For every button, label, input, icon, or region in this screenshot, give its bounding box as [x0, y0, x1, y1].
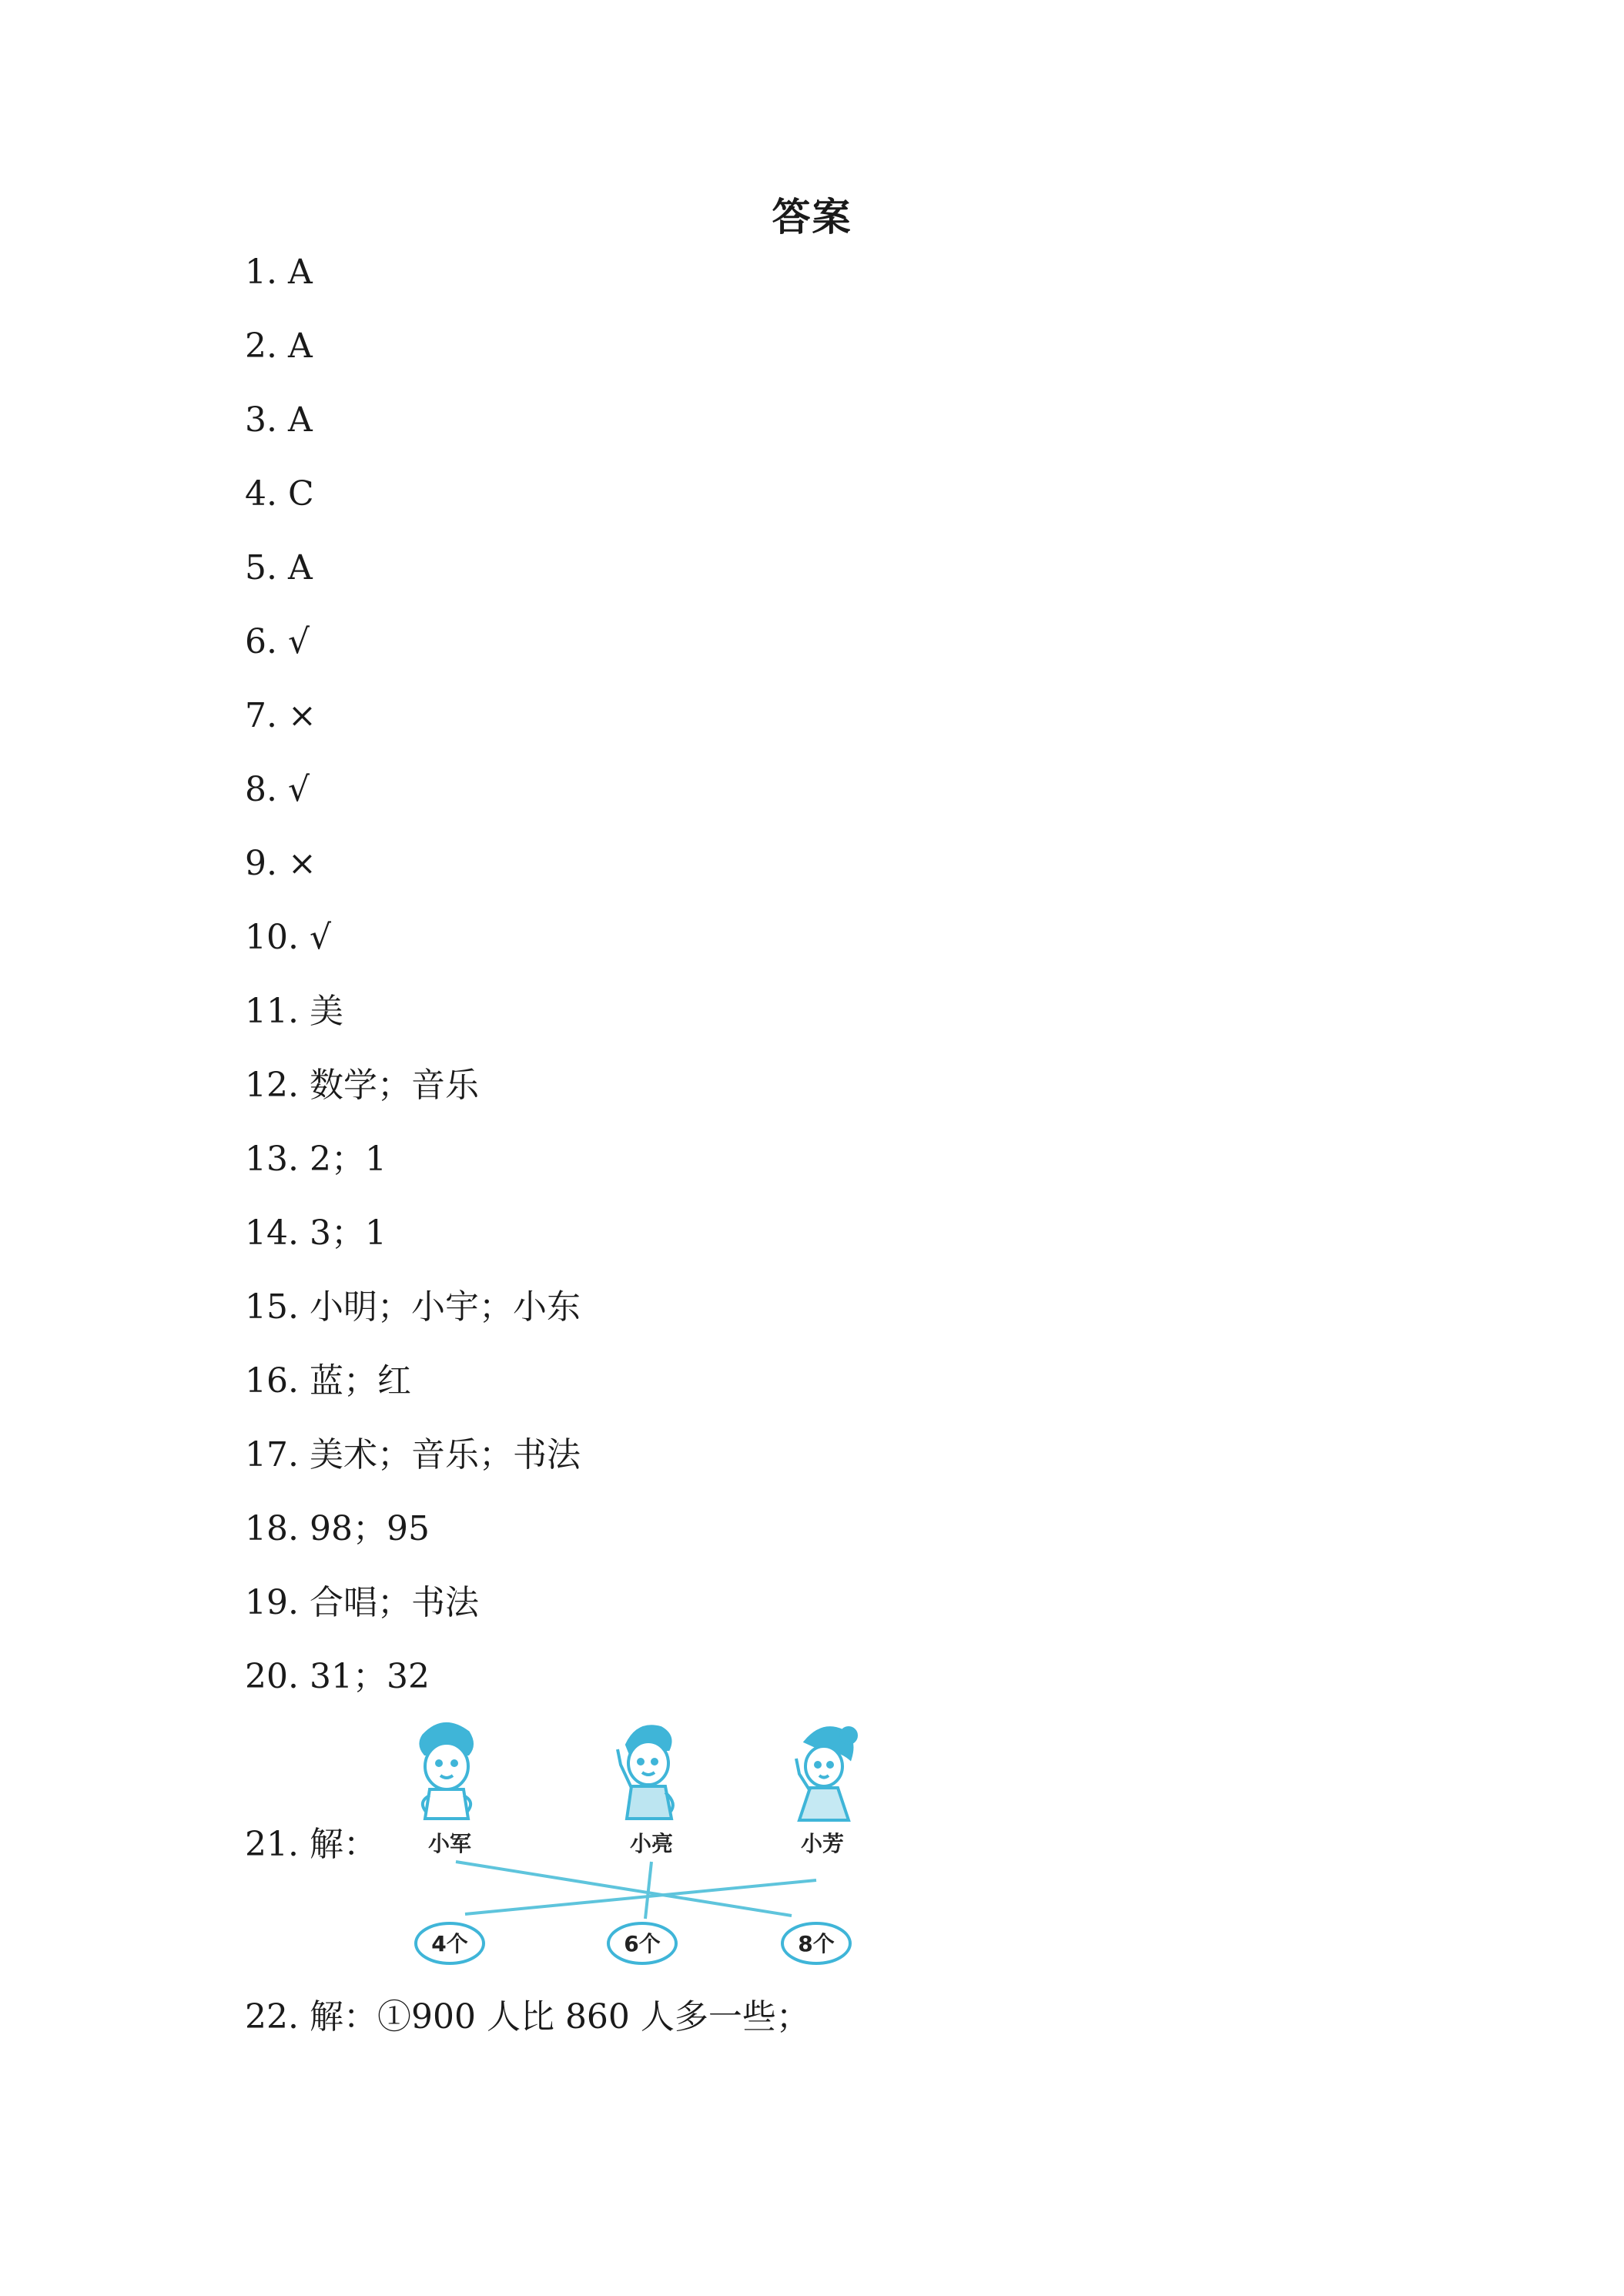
- answer-item: [245, 1286, 581, 1329]
- answer-text: 98；95: [309, 1509, 430, 1548]
- answer-number: 16.: [245, 1361, 299, 1401]
- answer-text: √: [309, 918, 332, 957]
- answer-text: ×: [287, 696, 316, 735]
- answer-number: 22.: [245, 1997, 299, 2037]
- answer-item: [245, 1434, 581, 1477]
- answer-item: [245, 1064, 479, 1107]
- answer-number: 15.: [245, 1287, 299, 1327]
- answer-number: 9.: [245, 844, 277, 883]
- answer-text: 31；32: [309, 1657, 430, 1696]
- match-line: [645, 1862, 651, 1919]
- answer-number: 21.: [245, 1825, 299, 1864]
- answer-text: 数学；音乐: [309, 1066, 479, 1105]
- answer-item: [245, 325, 313, 368]
- match-line: [465, 1880, 816, 1914]
- person-label: 小军: [427, 1831, 472, 1856]
- answer-item: [245, 990, 343, 1033]
- matching-figure-svg: [407, 1719, 884, 1980]
- person-label: 小芳: [800, 1831, 845, 1856]
- answer-item: [245, 1508, 430, 1551]
- girl-figure-xiaofang: [796, 1728, 856, 1820]
- answer-number: 12.: [245, 1066, 299, 1105]
- answer-item: [245, 1823, 377, 1866]
- answer-item: [245, 547, 313, 590]
- answer-item: [245, 621, 310, 664]
- answer-number: 14.: [245, 1213, 299, 1253]
- count-oval: [782, 1923, 850, 1963]
- answer-item: [245, 842, 316, 885]
- page-title: 答案: [772, 195, 852, 239]
- matching-figure: [407, 1719, 884, 1980]
- answer-text: ×: [287, 844, 316, 883]
- answer-text: 美: [309, 992, 343, 1031]
- answer-item: [245, 251, 313, 294]
- answer-text: 2；1: [309, 1140, 387, 1179]
- answer-text: 3；1: [309, 1213, 387, 1253]
- person-label: 小亮: [629, 1831, 674, 1856]
- answer-text: A: [287, 253, 313, 292]
- answer-item: [245, 694, 316, 738]
- answer-number: 3.: [245, 400, 277, 440]
- count-label: 6个: [624, 1931, 661, 1956]
- answer-number: 19.: [245, 1583, 299, 1622]
- count-label: 4个: [431, 1931, 468, 1956]
- answer-number: 1.: [245, 253, 277, 292]
- boy-figure-xiaojun: [420, 1724, 472, 1819]
- answer-text: A: [287, 548, 313, 587]
- answer-number: 7.: [245, 696, 277, 735]
- count-oval: [416, 1923, 484, 1963]
- answer-number: 8.: [245, 770, 277, 809]
- answer-item: [245, 916, 331, 959]
- answer-number: 17.: [245, 1435, 299, 1474]
- answer-number: 18.: [245, 1509, 299, 1548]
- answer-text: 蓝；红: [309, 1361, 411, 1401]
- answer-text: 解：: [309, 1825, 377, 1864]
- answer-item: [245, 1655, 430, 1699]
- answer-text: 合唱；书法: [309, 1583, 479, 1622]
- answer-item: [245, 1360, 411, 1403]
- answer-item: [245, 399, 313, 442]
- answer-text: C: [287, 474, 314, 514]
- answer-item: [245, 1212, 387, 1255]
- boy-figure-xiaoliang: [618, 1726, 673, 1819]
- count-oval: [608, 1923, 676, 1963]
- count-label: 8个: [798, 1931, 835, 1956]
- answer-text: 小明；小宇；小东: [309, 1287, 581, 1327]
- answer-text: A: [287, 326, 313, 366]
- answer-text: 解：①900 人比 860 人多一些；: [309, 1997, 810, 2037]
- answer-item: [245, 473, 314, 516]
- answer-number: 6.: [245, 622, 277, 661]
- answer-text: A: [287, 400, 313, 440]
- answer-item: [245, 1581, 479, 1625]
- answer-number: 4.: [245, 474, 277, 514]
- answer-number: 13.: [245, 1140, 299, 1179]
- answer-text: √: [287, 770, 310, 809]
- answer-item: [245, 768, 310, 812]
- answer-number: 5.: [245, 548, 277, 587]
- answer-text: 美术；音乐；书法: [309, 1435, 581, 1474]
- answer-text: √: [287, 622, 310, 661]
- answer-number: 2.: [245, 326, 277, 366]
- answer-item: [245, 1996, 810, 2039]
- answer-number: 11.: [245, 992, 299, 1031]
- answer-number: 10.: [245, 918, 299, 957]
- answer-number: 20.: [245, 1657, 299, 1696]
- answer-item: [245, 1138, 387, 1181]
